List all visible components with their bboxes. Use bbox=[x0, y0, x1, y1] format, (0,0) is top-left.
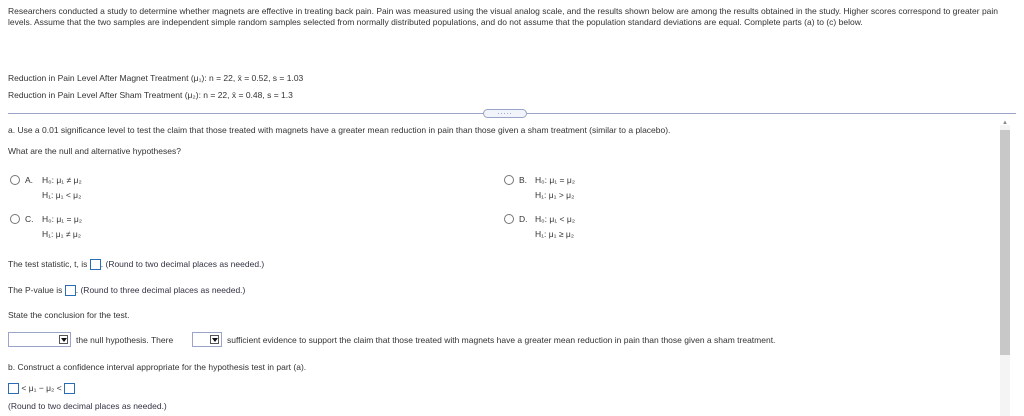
option-d-h1: H₁: μ₁ ≥ μ₂ bbox=[535, 229, 575, 239]
scrollbar-thumb[interactable] bbox=[1000, 130, 1010, 355]
option-b-h0: H₀: μ₁ = μ₂ bbox=[535, 175, 576, 185]
evidence-dropdown[interactable] bbox=[192, 332, 222, 347]
option-b-letter: B. bbox=[519, 175, 528, 185]
option-a-radio[interactable] bbox=[10, 175, 20, 185]
hypotheses-prompt: What are the null and alternative hypotheses? bbox=[8, 146, 181, 156]
magnet-data-line: Reduction in Pain Level After Magnet Treatment (μ₁): n = 22, x̄ = 0.52, s = 1.03 bbox=[8, 73, 304, 83]
test-statistic-row: The test statistic, t, is . (Round to two decimal places as needed.) bbox=[8, 259, 265, 269]
reject-decision-dropdown[interactable] bbox=[8, 332, 71, 347]
conclusion-prompt: State the conclusion for the test. bbox=[8, 310, 130, 320]
option-c-letter: C. bbox=[25, 214, 34, 224]
chevron-down-icon bbox=[210, 335, 219, 344]
pvalue-input[interactable] bbox=[65, 285, 76, 296]
problem-intro: Researchers conducted a study to determine whether magnets are effective in treating back pain. Pain was measured using the visual analog scale, and the results shown below are among the results obtained in the study. Higher scores correspond to greater pain levels. Assume that the two samples are independent simple random samples selected from normally distributed populations, and do not assume that the population standard deviations are equal. Complete parts (a) to (c) below. bbox=[8, 6, 999, 27]
sham-data-line: Reduction in Pain Level After Sham Treatment (μ₂): n = 22, x̄ = 0.48, s = 1.3 bbox=[8, 90, 293, 100]
test-statistic-hint: (Round to two decimal places as needed.) bbox=[105, 259, 265, 269]
chevron-down-icon bbox=[59, 335, 68, 344]
pvalue-hint: (Round to three decimal places as needed.) bbox=[80, 285, 246, 295]
scroll-up-arrow-icon[interactable]: ▲ bbox=[1002, 120, 1008, 126]
option-c-radio[interactable] bbox=[10, 214, 20, 224]
conclusion-mid-text: the null hypothesis. There bbox=[76, 335, 174, 345]
conclusion-end-text: sufficient evidence to support the claim that those treated with magnets have a greater mean reduction in pain than those given a sham treatment. bbox=[227, 335, 776, 345]
pvalue-row: The P-value is . (Round to three decimal places as needed.) bbox=[8, 285, 246, 295]
ci-upper-input[interactable] bbox=[64, 383, 75, 394]
part-a-question: a. Use a 0.01 significance level to test the claim that those treated with magnets have a greater mean reduction in pain than those given a sham treatment (similar to a placebo). bbox=[8, 125, 671, 135]
pvalue-label: The P-value is bbox=[8, 285, 63, 295]
confidence-interval-row bbox=[8, 383, 75, 394]
test-statistic-label: The test statistic, t, is bbox=[8, 259, 88, 269]
option-b-h1: H₁: μ₁ > μ₂ bbox=[535, 190, 575, 200]
option-b-radio[interactable] bbox=[504, 175, 514, 185]
option-a-h0: H₀: μ₁ ≠ μ₂ bbox=[42, 175, 82, 185]
part-b-hint: (Round to two decimal places as needed.) bbox=[8, 401, 167, 411]
option-d-h0: H₀: μ₁ < μ₂ bbox=[535, 214, 576, 224]
part-b-question: b. Construct a confidence interval appropriate for the hypothesis test in part (a). bbox=[8, 362, 307, 372]
expand-more-button[interactable]: ..... bbox=[483, 109, 527, 118]
option-a-letter: A. bbox=[25, 175, 34, 185]
test-statistic-input[interactable] bbox=[90, 259, 101, 270]
ci-lower-input[interactable] bbox=[8, 383, 19, 394]
option-d-radio[interactable] bbox=[504, 214, 514, 224]
option-d-letter: D. bbox=[519, 214, 528, 224]
option-c-h0: H₀: μ₁ = μ₂ bbox=[42, 214, 83, 224]
option-c-h1: H₁: μ₁ ≠ μ₂ bbox=[42, 229, 82, 239]
option-a-h1: H₁: μ₁ < μ₂ bbox=[42, 190, 82, 200]
ci-middle-text: < μ₁ − μ₂ < bbox=[21, 383, 62, 393]
